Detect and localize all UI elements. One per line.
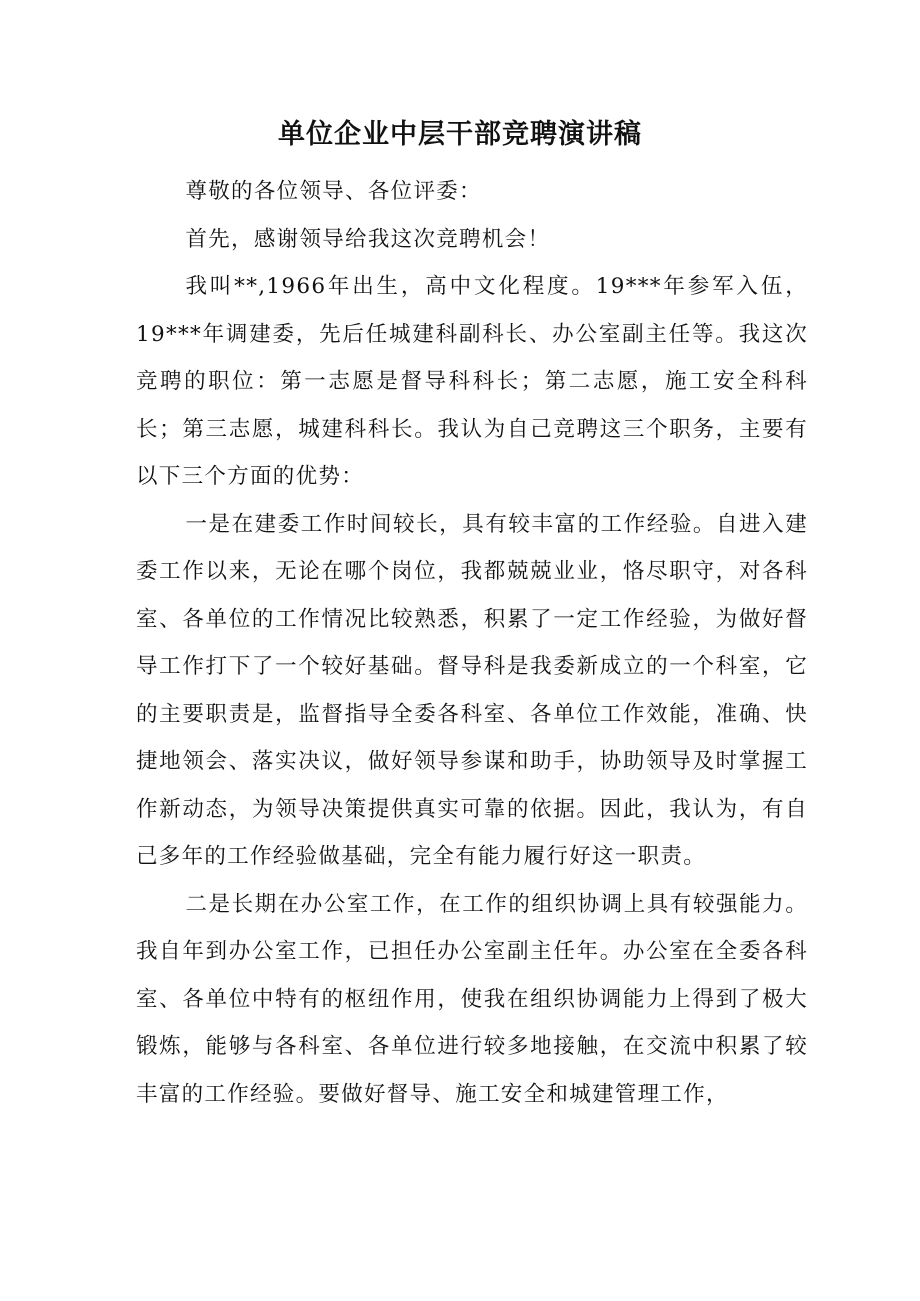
introduction-paragraph: 我叫**,1966年出生，高中文化程度。19***年参军入伍，19***年调建委，先后任城建科副科长、办公室副主任等。我这次竞聘的职位：第一志愿是督导科科长；第二志愿，施工安全科科长；第三志愿，城建科科长。我认为自己竞聘这三个职务，主要有以下三个方面的优势： bbox=[136, 274, 808, 489]
opening-paragraph: 首先，感谢领导给我这次竞聘机会！ bbox=[185, 226, 551, 252]
document-body bbox=[136, 168, 808, 1118]
document-title: 单位企业中层干部竞聘演讲稿 bbox=[278, 119, 642, 150]
salutation-paragraph: 尊敬的各位领导、各位评委： bbox=[185, 179, 482, 204]
advantage-one-paragraph: 一是在建委工作时间较长，具有较丰富的工作经验。自进入建委工作以来，无论在哪个岗位，我都兢兢业业，恪尽职守，对各科室、各单位的工作情况比较熟悉，积累了一定工作经验，为做好督导工作打下了一个较好基础。督导科是我委新成立的一个科室，它的主要职责是，监督指导全委各科室、各单位工作效能，准确、快捷地领会、落实决议，做好领导参谋和助手，协助领导及时掌握工作新动态，为领导决策提供真实可靠的依据。因此，我认为，有自己多年的工作经验做基础，完全有能力履行好这一职责。 bbox=[136, 511, 808, 869]
advantage-two-paragraph: 二是长期在办公室工作，在工作的组织协调上具有较强能力。我自年到办公室工作，已担任办公室副主任年。办公室在全委各科室、各单位中特有的枢纽作用，使我在组织协调能力上得到了极大锻炼，能够与各科室、各单位进行较多地接触，在交流中积累了较丰富的工作经验。要做好督导、施工安全和城建管理工作， bbox=[136, 891, 808, 1107]
